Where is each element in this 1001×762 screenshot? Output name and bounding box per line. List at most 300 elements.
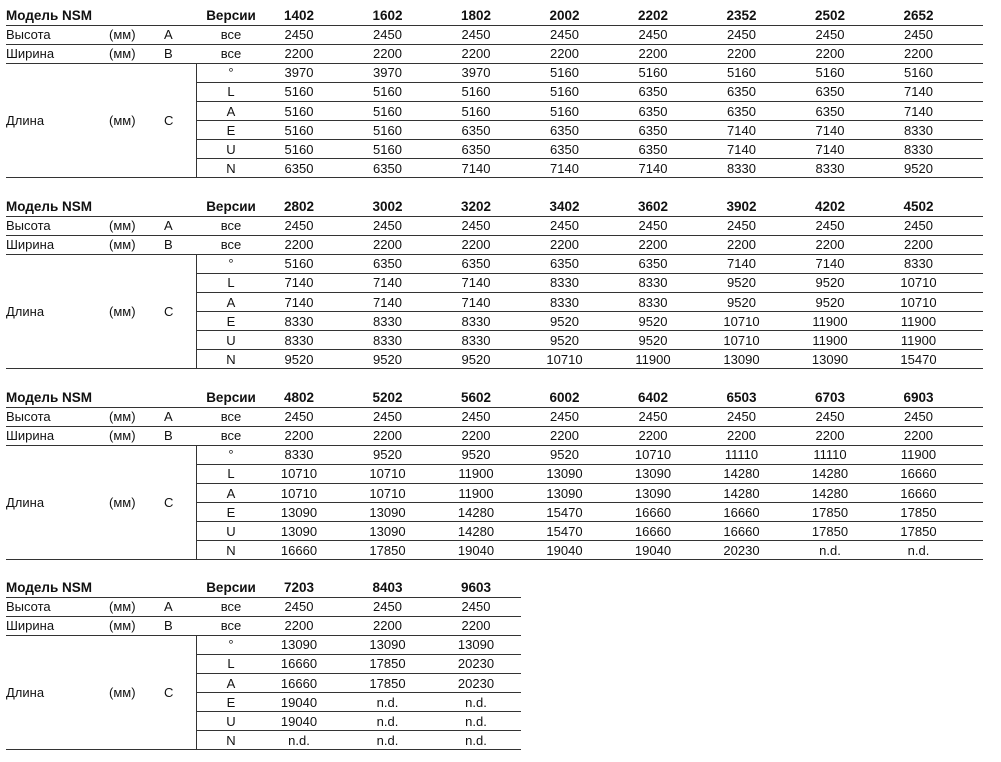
length-value: 7140 [904,84,933,100]
rule-line [196,158,983,159]
length-value: 6350 [550,141,579,157]
length-value: 10710 [369,466,406,482]
version-all: все [220,27,242,43]
rule-line [6,445,983,446]
length-value: n.d. [376,732,399,748]
length-value: n.d. [465,713,487,729]
rule-line [6,616,521,617]
length-value: 7140 [727,122,756,138]
length-value: 5160 [550,103,579,119]
axis-label: C [164,685,174,701]
length-value: 15470 [546,523,583,539]
rule-line [6,216,983,217]
length-value: 6350 [550,256,579,272]
height-value: 2450 [550,27,579,43]
length-value: 7140 [461,275,491,291]
length-value: 13090 [634,466,672,482]
length-value: 16660 [723,504,760,520]
height-label: Высота [6,599,51,615]
height-value: 2450 [815,218,845,234]
width-value: 2200 [727,428,756,444]
length-value: 5160 [373,141,402,157]
rule-line [196,483,983,484]
length-row [196,445,983,464]
length-row [196,522,983,541]
spec-table [6,578,983,752]
rule-line [6,63,983,64]
length-value: 5160 [373,84,402,100]
length-value: 17850 [369,656,406,672]
length-value: 17850 [811,523,849,539]
length-value: 6350 [638,141,668,157]
unit-label: (мм) [109,304,136,320]
length-value: 19040 [280,694,318,710]
height-value: 2450 [284,218,314,234]
length-value: 16660 [280,542,318,558]
model-label: Модель NSM [6,199,93,214]
width-value: 2200 [904,428,933,444]
length-value: 5160 [727,65,756,81]
version-code: ° [228,256,234,272]
axis-label: A [164,27,173,43]
width-value: 2200 [727,237,756,253]
length-value: 7140 [815,141,845,157]
length-value: 17850 [811,504,849,520]
width-value: 2200 [638,428,668,444]
length-value: 13090 [280,637,318,653]
length-row [196,484,983,503]
length-value: 8330 [727,160,756,176]
length-row [196,293,983,312]
length-value: 13090 [369,504,406,520]
length-value: 13090 [546,485,583,501]
length-value: 5160 [284,84,314,100]
unit-label: (мм) [109,113,136,129]
length-row [196,121,983,140]
height-value: 2450 [727,409,756,425]
length-value: 9520 [461,351,491,367]
length-row [196,331,983,350]
length-value: 8330 [284,313,314,329]
length-value: n.d. [465,732,487,748]
version-code: E [226,504,236,520]
spec-table [6,6,983,180]
model-number: 3402 [549,199,580,214]
width-value: 2200 [461,428,491,444]
model-number: 3602 [637,199,669,214]
height-value: 2450 [373,599,402,615]
axis-label: A [164,409,173,425]
length-value: 5160 [373,122,402,138]
length-value: 13090 [369,637,406,653]
length-value: 10710 [280,485,318,501]
length-value: 11900 [458,485,494,501]
table-header-row [6,197,983,216]
column-divider [196,63,197,178]
length-value: 5160 [461,84,491,100]
model-number: 9603 [460,580,492,595]
version-code: A [226,485,236,501]
length-value: 10710 [723,313,760,329]
height-value: 2450 [284,599,314,615]
version-code: E [226,313,236,329]
length-value: 14280 [457,523,495,539]
length-value: 20230 [457,656,495,672]
length-value: 19040 [280,713,318,729]
height-value: 2450 [373,27,402,43]
length-value: n.d. [819,542,841,558]
width-value: 2200 [815,428,845,444]
length-row [196,654,521,673]
model-number: 5202 [372,390,403,405]
length-value: 5160 [815,65,845,81]
length-row [196,82,983,101]
rule-line [196,120,983,121]
rule-line [6,426,983,427]
axis-label: B [164,428,173,444]
version-code: N [226,542,236,558]
height-value: 2450 [904,218,933,234]
length-value: 7140 [550,160,579,176]
width-label: Ширина [6,618,55,634]
height-value: 2450 [727,218,756,234]
model-number: 6503 [726,390,757,405]
model-number: 5602 [460,390,492,405]
model-number: 1602 [372,8,403,23]
length-value: 6350 [461,122,491,138]
versions-label: Версии [206,199,256,214]
height-value: 2450 [727,27,756,43]
version-code: N [226,351,236,367]
version-all: все [220,428,242,444]
length-value: n.d. [907,542,930,558]
rule-line [196,464,983,465]
axis-label: A [164,599,173,615]
height-value: 2450 [904,27,933,43]
axis-label: B [164,618,173,634]
model-number: 1402 [283,8,315,23]
length-value: 19040 [457,542,495,558]
width-label: Ширина [6,237,55,253]
width-value: 2200 [373,618,402,634]
length-value: 7140 [373,275,402,291]
height-value: 2450 [461,218,491,234]
model-number: 7203 [283,580,315,595]
length-value: 10710 [369,485,406,501]
height-value: 2450 [638,27,668,43]
rule-line [6,368,983,369]
version-code: A [226,675,236,691]
length-value: 5160 [461,103,491,119]
height-value: 2450 [638,218,668,234]
length-value: 16660 [280,675,318,691]
length-row [196,693,521,712]
length-label-group [6,493,196,512]
length-value: 9520 [904,160,933,176]
rule-line [196,711,521,712]
model-number: 2502 [814,8,846,23]
length-value: 13090 [280,523,318,539]
length-value: 11110 [813,447,847,463]
length-value: 13090 [634,485,672,501]
length-value: 13090 [811,351,849,367]
rule-line [196,692,521,693]
rule-line [6,749,521,750]
length-row [196,140,983,159]
model-number: 1802 [460,8,492,23]
length-row [196,63,983,82]
length-value: 5160 [284,141,314,157]
model-number: 3902 [726,199,757,214]
model-number: 2352 [726,8,757,23]
length-value: 7140 [461,160,491,176]
length-value: 9520 [727,294,756,310]
width-label: Ширина [6,46,55,62]
rule-line [196,540,983,541]
height-value: 2450 [815,409,845,425]
length-value: n.d. [288,732,310,748]
length-value: 7140 [373,294,402,310]
length-value: 8330 [461,313,491,329]
rule-line [196,311,983,312]
unit-label: (мм) [109,218,136,234]
version-code: L [227,84,235,100]
length-row [196,541,983,560]
length-value: 7140 [284,275,314,291]
width-value: 2200 [284,46,314,62]
height-value: 2450 [373,218,402,234]
model-number: 4802 [283,390,315,405]
rule-line [6,177,983,178]
length-value: 11900 [900,447,937,463]
version-code: E [226,122,236,138]
rule-line [196,349,983,350]
axis-label: C [164,113,174,129]
length-value: 3970 [373,65,402,81]
version-code: N [226,732,236,748]
width-value: 2200 [638,237,668,253]
length-row [196,159,983,178]
unit-label: (мм) [109,46,136,62]
length-value: 8330 [904,122,933,138]
length-value: 8330 [550,275,579,291]
width-value: 2200 [815,46,845,62]
length-value: 8330 [638,275,668,291]
model-label: Модель NSM [6,390,93,405]
model-number: 2002 [549,8,580,23]
length-value: 17850 [900,523,937,539]
version-all: все [220,237,242,253]
rule-line [6,635,521,636]
width-row [6,235,983,254]
length-value: 14280 [457,504,495,520]
length-value: 9520 [638,332,668,348]
height-row [6,407,983,426]
length-value: 19040 [634,542,672,558]
length-label: Длина [6,495,45,511]
version-all: все [220,599,242,615]
length-value: 9520 [638,313,668,329]
length-value: 7140 [727,141,756,157]
width-value: 2200 [373,237,402,253]
height-value: 2450 [373,409,402,425]
model-number: 6903 [903,390,934,405]
length-value: 9520 [284,351,314,367]
length-value: 8330 [904,141,933,157]
versions-label: Версии [206,8,256,23]
length-label: Длина [6,304,45,320]
version-code: A [226,294,236,310]
model-number: 6402 [637,390,669,405]
rule-line [6,407,983,408]
height-row [6,216,983,235]
version-code: E [226,694,236,710]
length-value: 9520 [815,275,845,291]
height-value: 2450 [284,27,314,43]
version-code: ° [228,637,234,653]
length-value: 9520 [461,447,491,463]
axis-label: B [164,237,173,253]
length-value: 17850 [369,675,406,691]
model-number: 3002 [372,199,403,214]
column-divider [196,635,197,750]
length-label-group [6,111,196,130]
length-value: 9520 [550,447,579,463]
height-value: 2450 [461,27,491,43]
length-value: 11900 [635,351,671,367]
length-value: 16660 [900,485,937,501]
length-value: n.d. [465,694,487,710]
model-number: 6703 [814,390,846,405]
version-code: N [226,160,236,176]
length-value: 17850 [900,504,937,520]
length-value: 5160 [550,84,579,100]
unit-label: (мм) [109,685,136,701]
length-value: 10710 [280,466,318,482]
length-value: 8330 [904,256,933,272]
length-row [196,312,983,331]
width-value: 2200 [550,46,579,62]
unit-label: (мм) [109,27,136,43]
length-row [196,731,521,750]
unit-label: (мм) [109,618,136,634]
width-row [6,426,983,445]
model-number: 4202 [814,199,846,214]
height-value: 2450 [550,218,579,234]
rule-line [196,330,983,331]
width-value: 2200 [461,46,491,62]
version-code: U [226,523,236,539]
length-value: 8330 [373,332,402,348]
length-value: 7140 [815,122,845,138]
length-value: 8330 [284,332,314,348]
height-value: 2450 [461,409,491,425]
version-all: все [220,409,242,425]
versions-label: Версии [206,580,256,595]
length-value: 6350 [727,103,756,119]
unit-label: (мм) [109,495,136,511]
rule-line [196,101,983,102]
length-value: 6350 [815,84,845,100]
version-code: ° [228,65,234,81]
length-value: 6350 [638,84,668,100]
length-value: 6350 [727,84,756,100]
length-row [196,350,983,369]
length-value: 7140 [638,160,668,176]
length-value: 11900 [458,466,494,482]
length-value: 5160 [904,65,933,81]
version-code: U [226,332,236,348]
width-value: 2200 [373,46,402,62]
length-value: 15470 [900,351,937,367]
model-number: 2652 [903,8,934,23]
model-label: Модель NSM [6,580,93,595]
length-value: 6350 [550,122,579,138]
length-value: 11900 [900,332,937,348]
unit-label: (мм) [109,428,136,444]
length-value: 5160 [284,256,314,272]
unit-label: (мм) [109,409,136,425]
model-number: 8403 [372,580,403,595]
rule-line [196,273,983,274]
column-divider [196,445,197,560]
length-value: 6350 [638,122,668,138]
length-value: 16660 [723,523,760,539]
length-value: 16660 [900,466,937,482]
length-value: 13090 [723,351,760,367]
length-value: 14280 [811,485,849,501]
height-label: Высота [6,218,51,234]
unit-label: (мм) [109,599,136,615]
length-label: Длина [6,113,45,129]
table-header-row [6,578,521,597]
length-value: 11900 [812,332,848,348]
length-value: n.d. [376,713,399,729]
model-number: 2202 [637,8,669,23]
width-value: 2200 [284,428,314,444]
axis-label: C [164,495,174,511]
length-value: 6350 [638,103,668,119]
length-value: 5160 [373,103,402,119]
length-value: 6350 [284,160,314,176]
width-value: 2200 [550,237,579,253]
rule-line [6,235,983,236]
length-value: 7140 [727,256,756,272]
length-value: 9520 [373,447,402,463]
length-value: 7140 [815,256,845,272]
length-value: 9520 [727,275,756,291]
length-row [196,102,983,121]
length-value: 6350 [815,103,845,119]
table-header-row [6,6,983,25]
width-value: 2200 [904,46,933,62]
column-divider [196,254,197,369]
length-value: 6350 [373,256,402,272]
width-row [6,44,983,63]
height-row [6,25,983,44]
version-all: все [220,218,242,234]
length-value: 7140 [461,294,491,310]
rule-line [6,559,983,560]
length-row [196,464,983,483]
length-value: 9520 [550,313,579,329]
length-value: 6350 [638,256,668,272]
width-value: 2200 [727,46,756,62]
height-value: 2450 [815,27,845,43]
height-value: 2450 [638,409,668,425]
height-value: 2450 [904,409,933,425]
length-value: n.d. [376,694,399,710]
